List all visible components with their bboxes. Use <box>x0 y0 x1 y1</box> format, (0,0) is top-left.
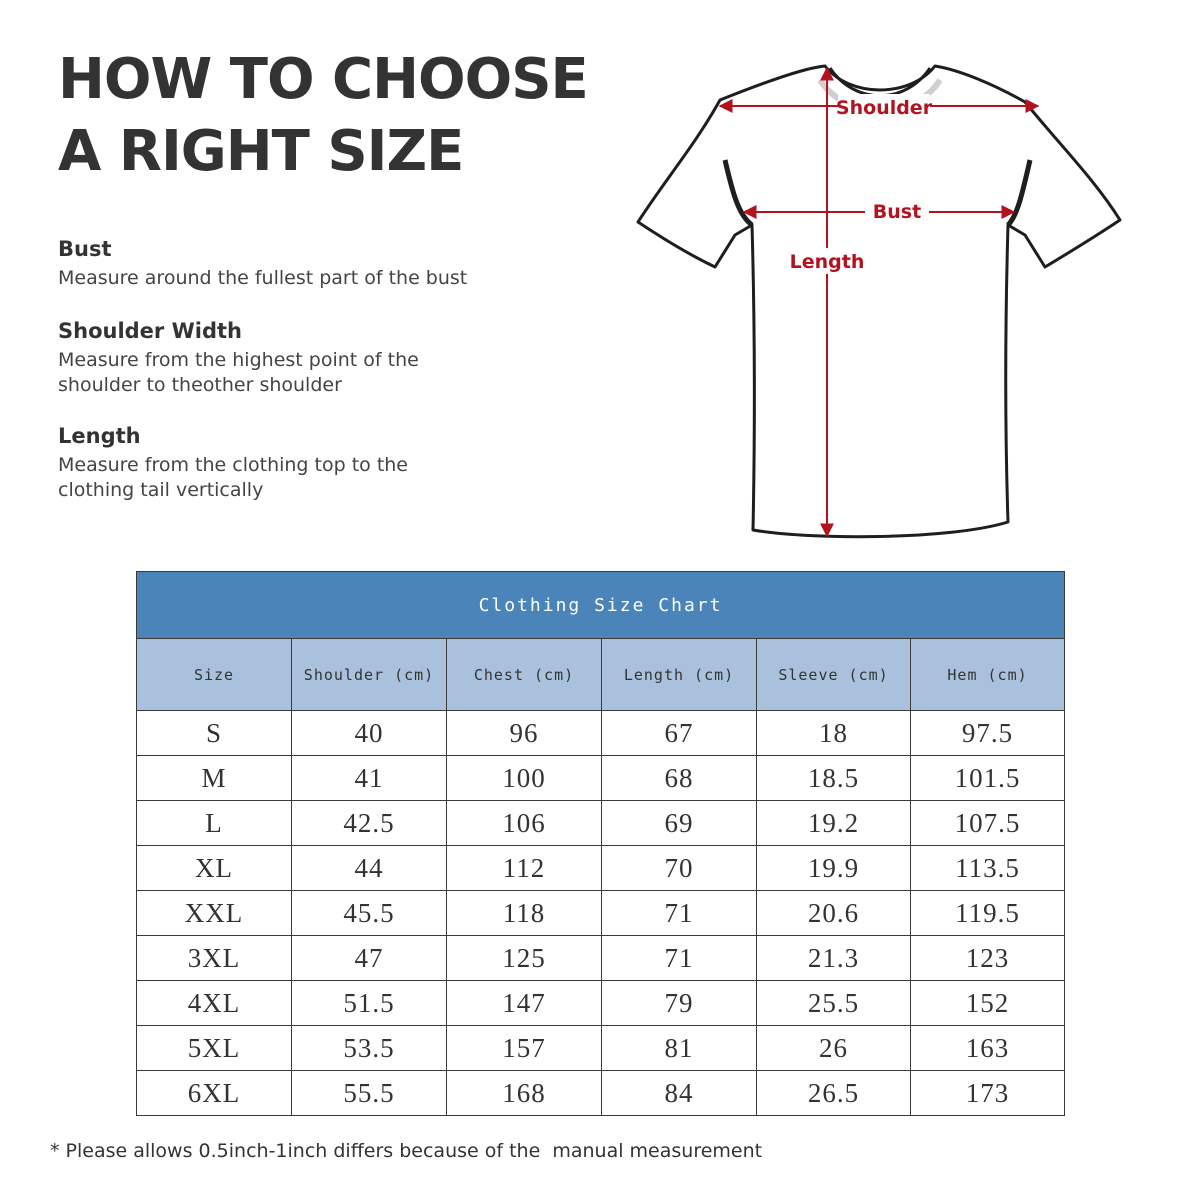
table-cell: 51.5 <box>292 981 447 1026</box>
table-cell: 97.5 <box>911 711 1065 756</box>
guide-bust <box>58 236 578 291</box>
table-row <box>137 801 1065 846</box>
table-row <box>137 846 1065 891</box>
table-cell: 157 <box>447 1026 602 1071</box>
page-headline <box>58 44 588 188</box>
table-cell: 41 <box>292 756 447 801</box>
guide-length-text: Measure from the clothing top to the clothing tail vertically <box>58 454 408 501</box>
table-cell: XL <box>137 846 292 891</box>
table-cell: 100 <box>447 756 602 801</box>
table-cell: 147 <box>447 981 602 1026</box>
table-cell: 112 <box>447 846 602 891</box>
table-cell: 163 <box>911 1026 1065 1071</box>
tshirt-icon <box>638 66 1120 537</box>
size-chart-title: Clothing Size Chart <box>137 572 1065 639</box>
column-header-4: Sleeve (cm) <box>757 639 911 711</box>
table-row <box>137 936 1065 981</box>
table-cell: 26.5 <box>757 1071 911 1116</box>
guide-bust-title: Bust <box>58 237 112 261</box>
guide-length <box>58 423 478 503</box>
table-cell: 68 <box>602 756 757 801</box>
table-cell: 71 <box>602 891 757 936</box>
table-cell: 168 <box>447 1071 602 1116</box>
table-cell: 113.5 <box>911 846 1065 891</box>
table-cell: 26 <box>757 1026 911 1071</box>
table-cell: 47 <box>292 936 447 981</box>
table-cell: 106 <box>447 801 602 846</box>
column-header-1: Shoulder (cm) <box>292 639 447 711</box>
headline-line-1: HOW TO CHOOSE <box>58 47 588 112</box>
table-cell: 19.2 <box>757 801 911 846</box>
tshirt-diagram <box>620 50 1140 550</box>
table-cell: 152 <box>911 981 1065 1026</box>
table-cell: 71 <box>602 936 757 981</box>
table-cell: 40 <box>292 711 447 756</box>
table-cell: 125 <box>447 936 602 981</box>
table-row <box>137 981 1065 1026</box>
headline-line-2: A RIGHT SIZE <box>58 119 464 184</box>
table-cell: 55.5 <box>292 1071 447 1116</box>
table-row <box>137 1071 1065 1116</box>
table-cell: 101.5 <box>911 756 1065 801</box>
shoulder-label: Shoulder <box>835 97 933 119</box>
table-cell: 79 <box>602 981 757 1026</box>
table-cell: 18 <box>757 711 911 756</box>
size-chart-table <box>136 571 1065 1116</box>
table-cell: S <box>137 711 292 756</box>
table-cell: 20.6 <box>757 891 911 936</box>
column-header-3: Length (cm) <box>602 639 757 711</box>
column-header-0: Size <box>137 639 292 711</box>
table-row <box>137 711 1065 756</box>
column-header-row <box>137 639 1065 711</box>
table-cell: 21.3 <box>757 936 911 981</box>
table-cell: 69 <box>602 801 757 846</box>
table-cell: 96 <box>447 711 602 756</box>
size-chart-body <box>137 711 1065 1116</box>
table-cell: 107.5 <box>911 801 1065 846</box>
table-cell: 53.5 <box>292 1026 447 1071</box>
table-cell: 3XL <box>137 936 292 981</box>
table-cell: 44 <box>292 846 447 891</box>
table-cell: 42.5 <box>292 801 447 846</box>
table-cell: 25.5 <box>757 981 911 1026</box>
table-cell: 4XL <box>137 981 292 1026</box>
table-row <box>137 891 1065 936</box>
table-cell: 123 <box>911 936 1065 981</box>
table-cell: M <box>137 756 292 801</box>
table-cell: 6XL <box>137 1071 292 1116</box>
table-cell: 45.5 <box>292 891 447 936</box>
length-label: Length <box>789 251 865 273</box>
table-cell: 19.9 <box>757 846 911 891</box>
table-cell: 84 <box>602 1071 757 1116</box>
table-cell: XXL <box>137 891 292 936</box>
table-cell: 119.5 <box>911 891 1065 936</box>
measurement-footnote: * Please allows 0.5inch-1inch differs because of the manual measurement <box>50 1140 763 1162</box>
column-header-2: Chest (cm) <box>447 639 602 711</box>
bust-label: Bust <box>872 201 922 223</box>
table-cell: 118 <box>447 891 602 936</box>
table-cell: 173 <box>911 1071 1065 1116</box>
guide-shoulder-text: Measure from the highest point of the shoulder to theother shoulder <box>58 349 419 396</box>
column-header-5: Hem (cm) <box>911 639 1065 711</box>
guide-length-title: Length <box>58 424 141 448</box>
table-cell: 18.5 <box>757 756 911 801</box>
table-cell: 70 <box>602 846 757 891</box>
table-cell: 5XL <box>137 1026 292 1071</box>
guide-shoulder-title: Shoulder Width <box>58 319 242 343</box>
table-cell: 67 <box>602 711 757 756</box>
guide-bust-text: Measure around the fullest part of the bust <box>58 267 468 289</box>
table-row <box>137 1026 1065 1071</box>
table-cell: L <box>137 801 292 846</box>
guide-shoulder-width <box>58 318 478 398</box>
table-cell: 81 <box>602 1026 757 1071</box>
table-row <box>137 756 1065 801</box>
